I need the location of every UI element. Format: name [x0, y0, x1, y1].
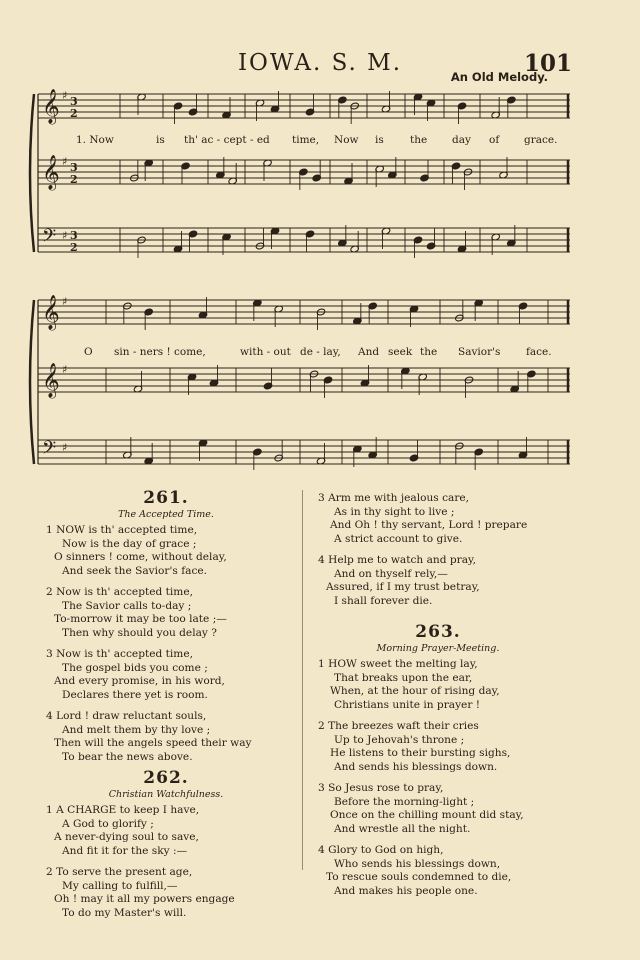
left-column	[46, 488, 286, 928]
tune-subtitle: An Old Melody.	[450, 70, 548, 84]
verse-line: Then why should you delay ?	[62, 626, 217, 639]
hymn-tune-title: IOWA. S. M.	[237, 50, 403, 76]
lyric-syllable: with - out	[240, 346, 291, 358]
lyric-syllable: time,	[292, 134, 320, 146]
verse-line: 1 HOW sweet the melting lay,	[318, 658, 478, 670]
verse-line: 2 The breezes waft their cries	[318, 720, 479, 732]
verse-line: Who sends his blessings down,	[334, 857, 501, 870]
verse-line: 2 To serve the present age,	[46, 866, 193, 878]
treble-clef-icon: 𝄞	[42, 363, 60, 398]
time-signature-bottom: 2	[70, 107, 78, 120]
verse-line: He listens to their bursting sighs,	[330, 747, 511, 759]
hymn-verse	[46, 804, 286, 858]
verse-line: And on thyself rely,—	[334, 567, 448, 580]
lyric-syllable: is	[375, 134, 384, 146]
lyric-syllable: th' ac - cept - ed	[184, 134, 270, 146]
verse-line: Once on the chilling mount did stay,	[330, 809, 524, 821]
verse-line: And Oh ! thy servant, Lord ! prepare	[330, 519, 528, 531]
verse-line: As in thy sight to live ;	[334, 505, 455, 518]
hymn-verse	[46, 710, 286, 764]
verse-line: To bear the news above.	[62, 750, 193, 763]
verse-line: And melt them by thy love ;	[62, 723, 211, 736]
verse-line: And seek the Savior's face.	[62, 564, 208, 577]
verse-line: 4 Lord ! draw reluctant souls,	[46, 710, 207, 722]
verse-line: To do my Master's will.	[62, 906, 187, 919]
lyric-syllable: of	[489, 134, 500, 146]
verse-line: And sends his blessings down.	[334, 760, 498, 773]
time-signature-top: 3	[70, 161, 78, 174]
treble-clef-icon: 𝄞	[42, 295, 60, 330]
verse-line: Declares there yet is room.	[62, 688, 208, 701]
verse-line: 1 NOW is th' accepted time,	[46, 524, 198, 536]
hymn-title: Morning Prayer-Meeting.	[376, 642, 500, 654]
hymn-title: Christian Watchfulness.	[108, 788, 224, 800]
lyric-syllable: sin - ners ! come,	[114, 346, 206, 358]
lyric-syllable: Savior's	[458, 346, 501, 358]
verse-line: Assured, if I my trust betray,	[326, 581, 480, 593]
lyric-syllable: Now	[334, 134, 359, 146]
sharp-icon: ♯	[62, 229, 68, 242]
treble-clef-icon: 𝄞	[42, 89, 60, 124]
verse-line: Then will the angels speed their way	[54, 737, 252, 749]
time-signature-top: 3	[70, 229, 78, 242]
hymn-verse	[318, 844, 558, 898]
verse-line: That breaks upon the ear,	[334, 671, 473, 684]
treble-clef-icon: 𝄞	[42, 155, 60, 190]
verse-line: 2 Now is th' accepted time,	[46, 586, 193, 598]
verse-line: O sinners ! come, without delay,	[54, 551, 227, 563]
lyric-syllable: is	[156, 134, 165, 146]
system-brace	[30, 300, 34, 464]
verse-line: To rescue souls condemned to die,	[326, 871, 512, 883]
lyric-syllable: 1. Now	[76, 134, 114, 146]
verse-line: A God to glorify ;	[62, 817, 154, 830]
verse-line: Oh ! may it all my powers engage	[54, 893, 235, 905]
hymn-verse	[318, 658, 558, 712]
hymn-verse	[46, 648, 286, 702]
verse-line: 3 Now is th' accepted time,	[46, 648, 193, 660]
system-brace	[30, 94, 34, 252]
lyric-syllable: the	[410, 134, 428, 146]
lyric-syllable: grace.	[524, 134, 558, 146]
verse-line: My calling to fulfill,—	[62, 879, 178, 892]
verse-line: Christians unite in prayer !	[334, 698, 481, 711]
verse-line: A strict account to give.	[334, 532, 463, 545]
hymn-number: 263.	[415, 622, 461, 642]
hymn-title: The Accepted Time.	[118, 508, 214, 520]
verse-line: The Savior calls to-day ;	[62, 599, 192, 612]
hymn-verse	[318, 554, 558, 608]
verse-line: And makes his people one.	[334, 884, 478, 897]
lyric-syllable: day	[452, 134, 471, 146]
lyric-syllable: face.	[526, 346, 552, 358]
lyric-syllable: the	[420, 346, 438, 358]
column-divider	[302, 490, 303, 870]
hymn-verse	[46, 524, 286, 578]
sharp-icon: ♯	[62, 89, 68, 102]
verse-line: The gospel bids you come ;	[62, 661, 208, 674]
hymn-verse	[318, 782, 558, 836]
hymn-verse	[46, 586, 286, 640]
bass-clef-icon: 𝄢	[42, 226, 57, 251]
hymn-verse	[318, 720, 558, 774]
verse-line: 4 Help me to watch and pray,	[318, 554, 476, 566]
verse-line: 3 Arm me with jealous care,	[318, 492, 470, 504]
hymn-number: 262.	[143, 768, 189, 788]
sharp-icon: ♯	[62, 441, 68, 454]
hymn-number: 261.	[143, 488, 189, 508]
verse-line: A never-dying soul to save,	[54, 831, 199, 843]
verse-line: And fit it for the sky :—	[62, 844, 188, 857]
time-signature-bottom: 2	[70, 241, 78, 254]
verse-line: 1 A CHARGE to keep I have,	[46, 804, 200, 816]
verse-line: To-morrow it may be too late ;—	[54, 613, 227, 625]
right-column	[318, 492, 558, 906]
lyric-syllable: O	[84, 346, 93, 358]
time-signature-top: 3	[70, 95, 78, 108]
verse-line: Before the morning-light ;	[334, 795, 475, 808]
sharp-icon: ♯	[62, 295, 68, 308]
sharp-icon: ♯	[62, 155, 68, 168]
time-signature-bottom: 2	[70, 173, 78, 186]
page-number: 101	[523, 50, 572, 77]
verse-line: Now is the day of grace ;	[62, 537, 197, 550]
hymn-verse	[46, 866, 286, 920]
sharp-icon: ♯	[62, 363, 68, 376]
lyric-syllable: de - lay,	[300, 346, 341, 358]
verse-line: 3 So Jesus rose to pray,	[318, 782, 444, 794]
bass-clef-icon: 𝄢	[42, 438, 57, 463]
verse-line: When, at the hour of rising day,	[330, 685, 500, 697]
verse-line: I shall forever die.	[334, 594, 433, 607]
lyric-syllable: seek	[388, 346, 413, 358]
verse-line: And wrestle all the night.	[334, 822, 471, 835]
hymn-verse	[318, 492, 558, 546]
verse-line: And every promise, in his word,	[54, 675, 225, 687]
verse-line: 4 Glory to God on high,	[318, 844, 444, 856]
lyric-syllable: And	[358, 346, 380, 358]
verse-line: Up to Jehovah's throne ;	[334, 733, 465, 746]
